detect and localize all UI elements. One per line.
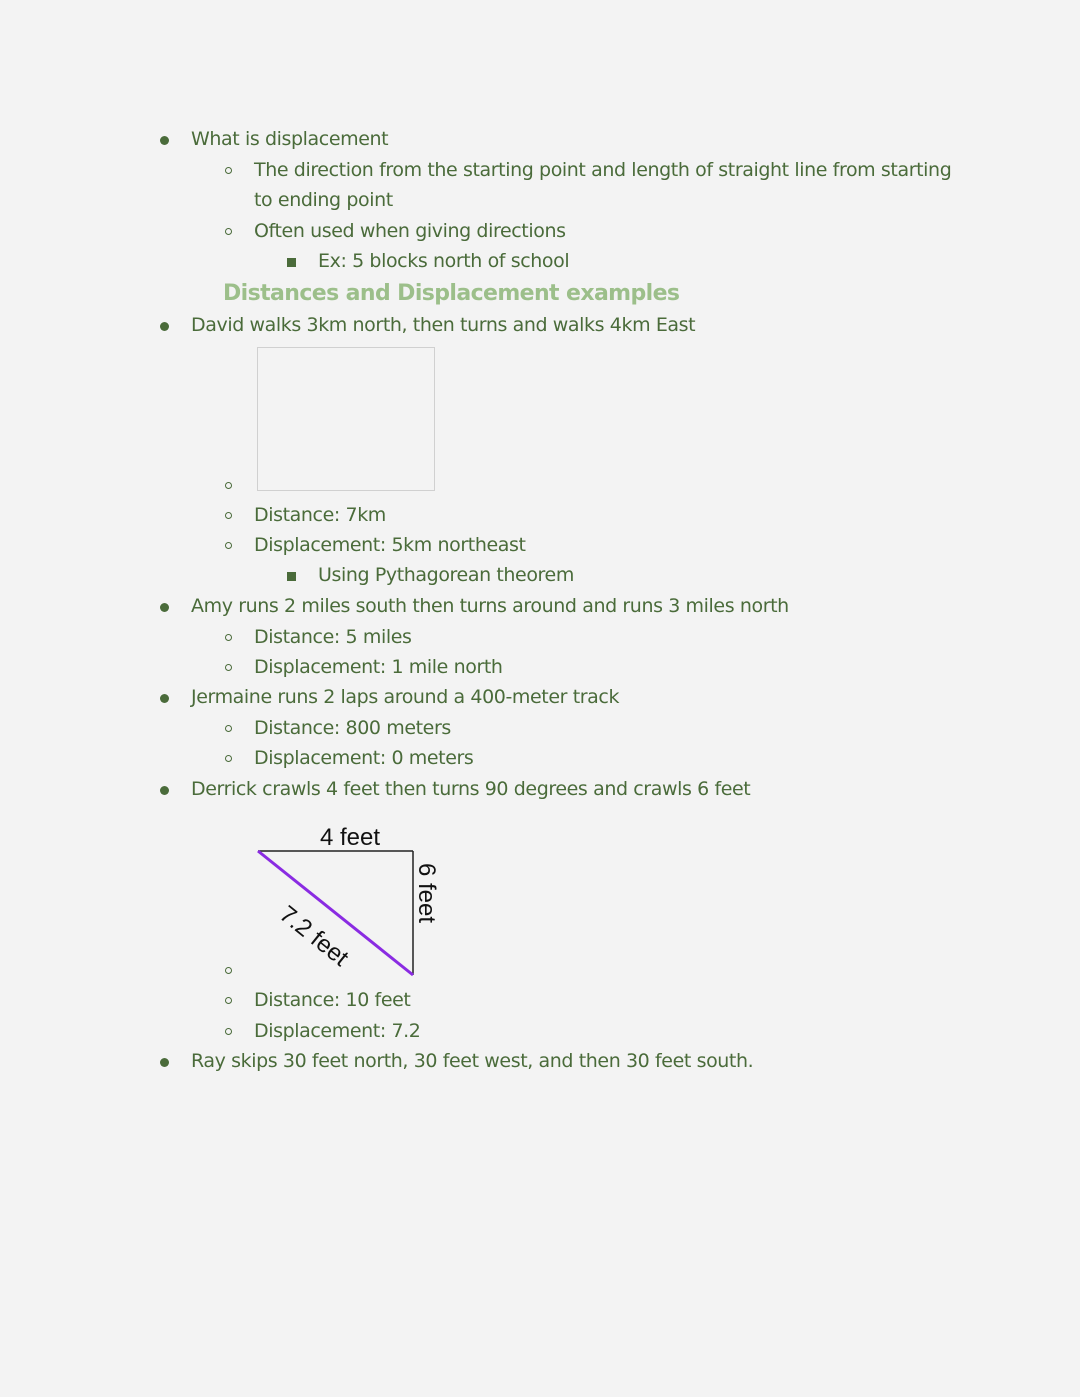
intro-sub-2: Often used when giving directions xyxy=(254,220,566,242)
example-distance: Distance: 10 feet xyxy=(254,989,411,1011)
bullet xyxy=(160,694,169,703)
bullet xyxy=(160,136,169,145)
example-distance: Distance: 800 meters xyxy=(254,717,451,739)
subsub-bullet xyxy=(287,572,296,581)
example-displacement: Displacement: 7.2 xyxy=(254,1020,421,1042)
bullet xyxy=(160,1058,169,1067)
example-displacement: Displacement: 1 mile north xyxy=(254,656,503,678)
sub-bullet xyxy=(225,542,232,549)
sub-bullet xyxy=(225,997,232,1004)
sub-bullet xyxy=(225,634,232,641)
sub-bullet xyxy=(225,512,232,519)
sub-bullet xyxy=(225,664,232,671)
diagram-hyp-label: 7.2 feet xyxy=(274,900,354,972)
intro-sub-1: The direction from the starting point and length of straight line from starting xyxy=(254,159,952,181)
image-placeholder xyxy=(257,347,435,491)
bullet xyxy=(160,603,169,612)
bullet xyxy=(160,322,169,331)
example-distance: Distance: 5 miles xyxy=(254,626,412,648)
sub-bullet xyxy=(225,482,232,489)
sub-bullet xyxy=(225,167,232,174)
diagram-side-label: 6 feet xyxy=(413,863,440,924)
example-displacement: Displacement: 5km northeast xyxy=(254,534,526,556)
example-distance: Distance: 7km xyxy=(254,504,386,526)
intro-sub-1-cont: to ending point xyxy=(254,189,393,211)
example-prompt: Derrick crawls 4 feet then turns 90 degrees and crawls 6 feet xyxy=(191,778,751,800)
example-prompt: David walks 3km north, then turns and walks 4km East xyxy=(191,314,696,336)
sub-bullet xyxy=(225,228,232,235)
intro-bullet: What is displacement xyxy=(191,128,389,150)
bullet xyxy=(160,786,169,795)
subsub-bullet xyxy=(287,258,296,267)
sub-bullet xyxy=(225,967,232,974)
example-displacement: Displacement: 0 meters xyxy=(254,747,474,769)
example-prompt: Ray skips 30 feet north, 30 feet west, and then 30 feet south. xyxy=(191,1050,754,1072)
sub-bullet xyxy=(225,755,232,762)
section-heading: Distances and Displacement examples xyxy=(223,281,680,306)
example-prompt: Amy runs 2 miles south then turns around and runs 3 miles north xyxy=(191,595,789,617)
sub-bullet xyxy=(225,1028,232,1035)
intro-subsub: Ex: 5 blocks north of school xyxy=(318,250,570,272)
sub-bullet xyxy=(225,725,232,732)
example-note: Using Pythagorean theorem xyxy=(318,564,574,586)
triangle-diagram xyxy=(240,815,460,985)
example-prompt: Jermaine runs 2 laps around a 400-meter track xyxy=(191,686,620,708)
diagram-top-label: 4 feet xyxy=(319,824,381,851)
